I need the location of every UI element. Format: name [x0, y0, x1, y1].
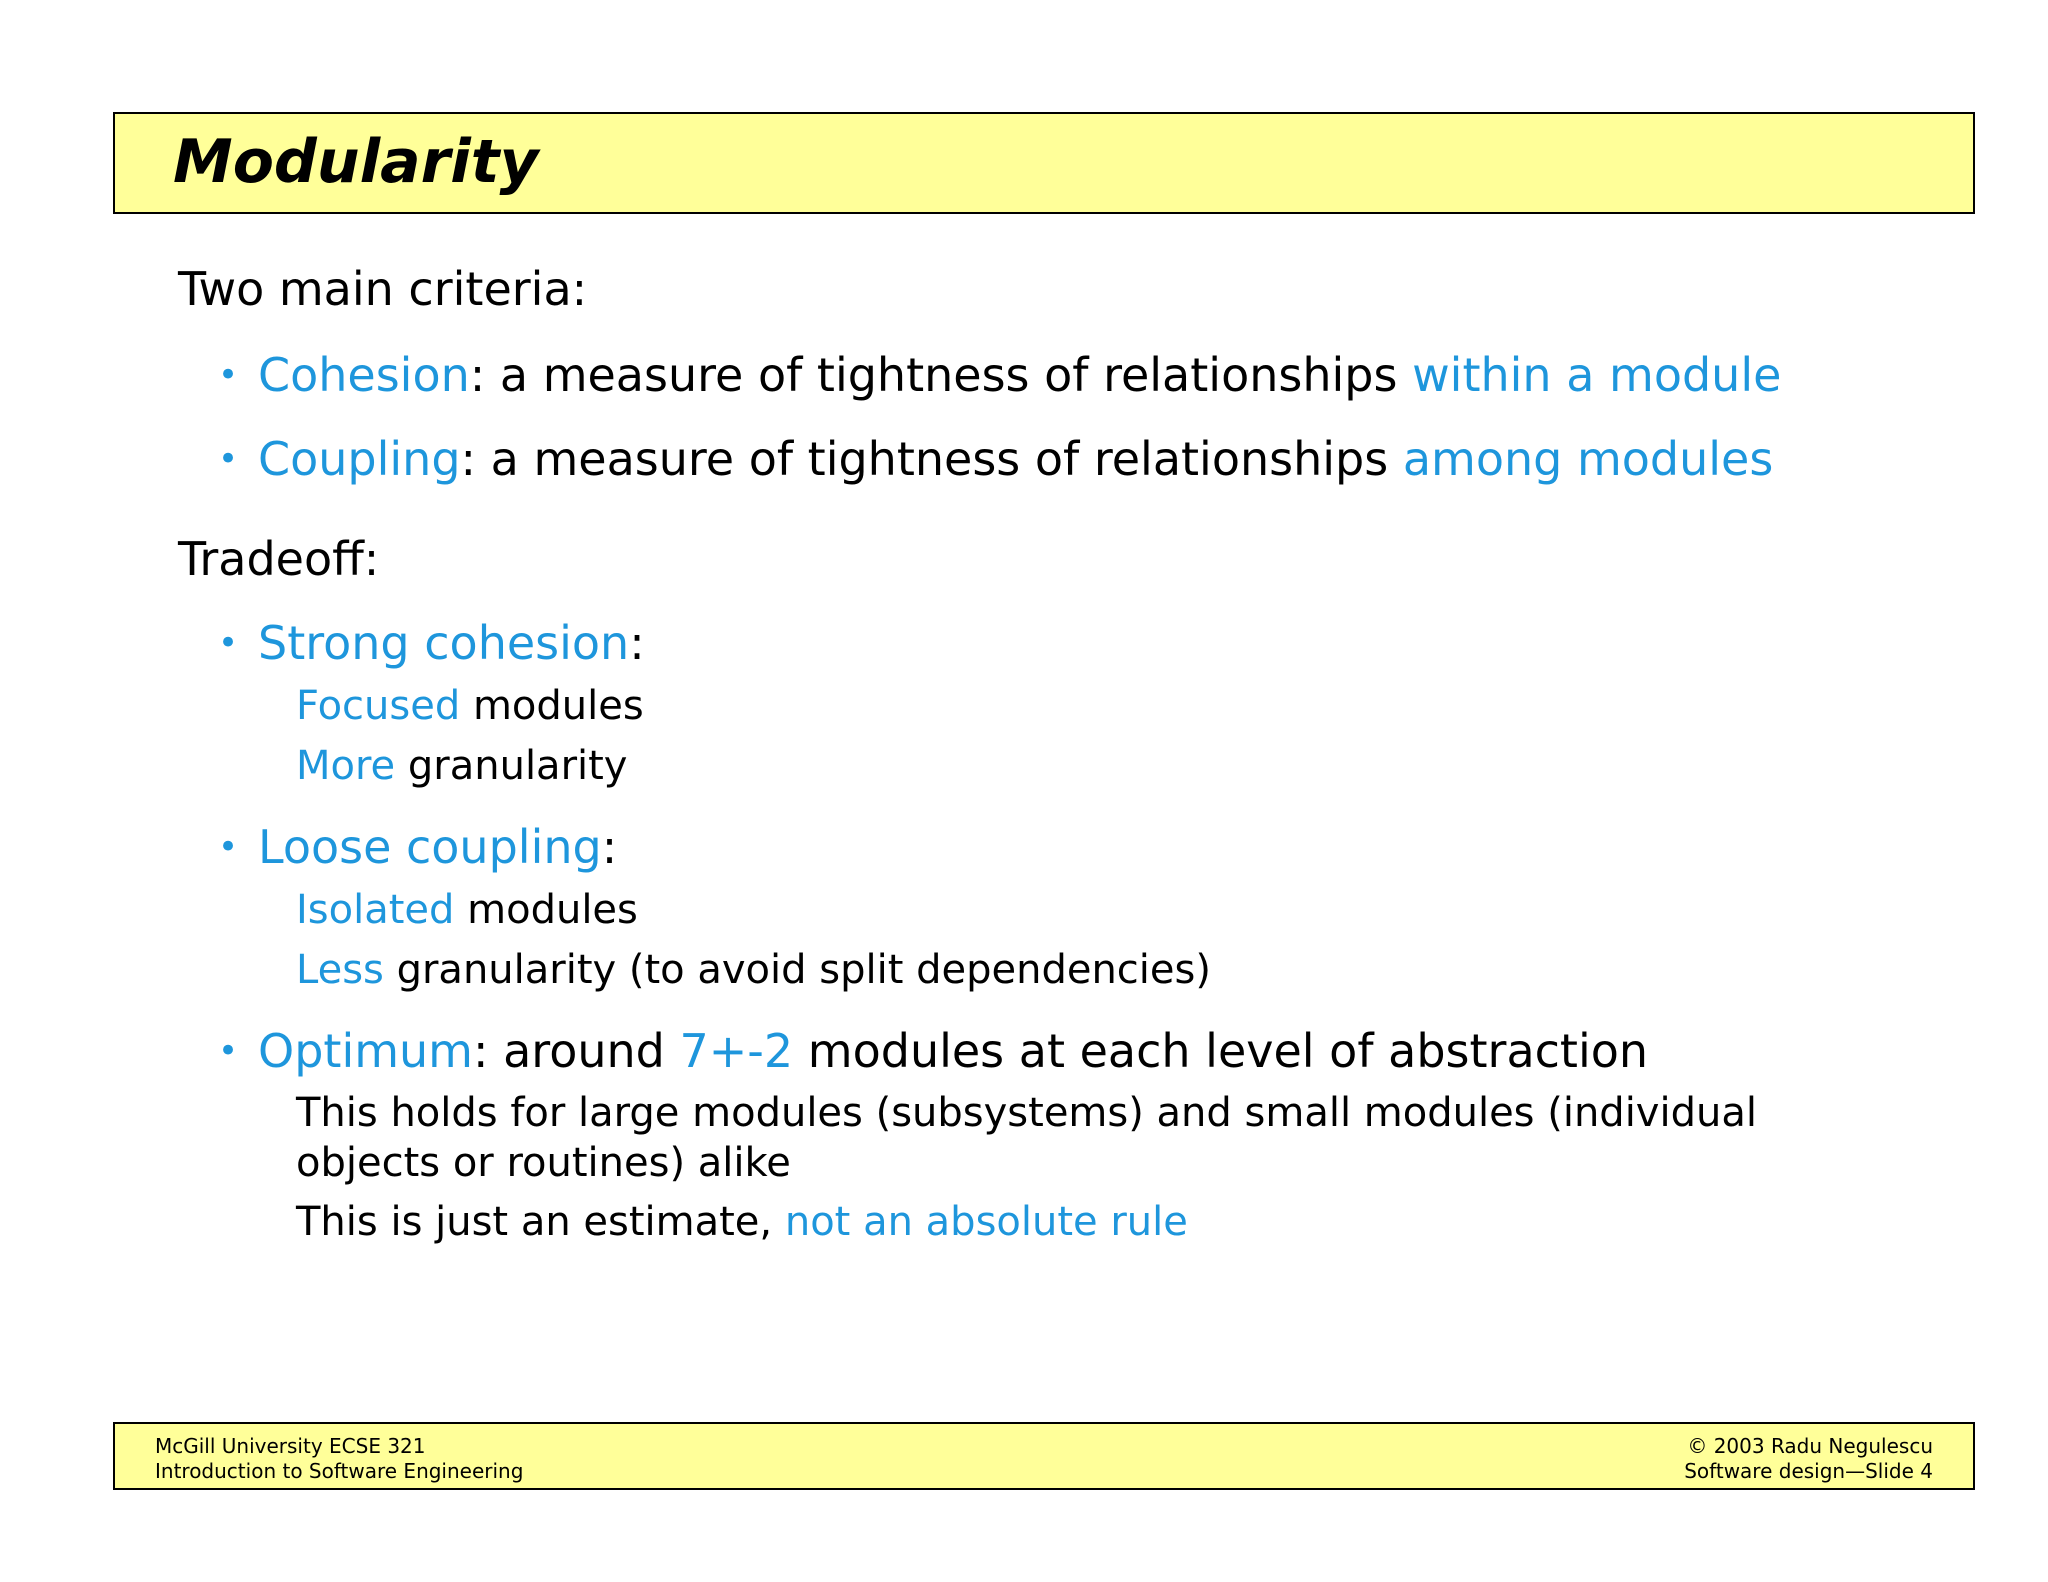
- bullet-dot-icon: •: [218, 827, 239, 867]
- bullet-cohesion: [218, 348, 1782, 402]
- sub-key: Focused: [296, 683, 461, 729]
- sub-focused-modules: [296, 683, 644, 729]
- term-strong-cohesion: Strong cohesion: [258, 616, 630, 670]
- separator: :: [629, 616, 645, 670]
- optimum-rest: modules at each level of abstraction: [793, 1024, 1649, 1078]
- footer-left: [155, 1434, 523, 1484]
- separator: :: [601, 820, 618, 874]
- sub-key: More: [296, 743, 396, 789]
- bullet-dot-icon: •: [218, 623, 239, 663]
- bullet-dot-icon: •: [218, 355, 239, 395]
- sub-emphasis: not an absolute rule: [784, 1199, 1188, 1245]
- coupling-definition: a measure of tightness of relationships: [490, 432, 1403, 486]
- sub-text: This is just an estimate,: [296, 1199, 785, 1245]
- sub-more-granularity: [296, 743, 628, 789]
- cohesion-definition: a measure of tightness of relationships: [499, 348, 1413, 402]
- bullet-coupling: [218, 432, 1774, 486]
- sub-key: Less: [296, 947, 384, 993]
- sub-rest: granularity (to avoid split dependencies): [383, 947, 1211, 993]
- footer-right: [1684, 1434, 1933, 1484]
- tradeoff-heading: Tradeoff:: [178, 532, 380, 586]
- sub-rest: modules: [454, 887, 638, 933]
- term-optimum: Optimum: [258, 1024, 473, 1078]
- sub-less-granularity: [296, 947, 1211, 993]
- separator: :: [460, 432, 491, 486]
- separator: : around: [473, 1024, 680, 1078]
- criteria-heading: Two main criteria:: [178, 262, 588, 316]
- term-cohesion: Cohesion: [258, 348, 470, 402]
- bullet-loose-coupling: [218, 820, 618, 874]
- optimum-number: 7+-2: [679, 1024, 794, 1078]
- bullet-optimum: [218, 1024, 1649, 1078]
- term-loose-coupling: Loose coupling: [258, 820, 602, 874]
- sub-holds-for-modules: This holds for large modules (subsystems) and small modules (individual objects or routines) alike: [296, 1090, 1757, 1186]
- bullet-strong-cohesion: [218, 616, 645, 670]
- footer-university: McGill University ECSE 321: [155, 1434, 426, 1458]
- footer-banner: [113, 1422, 1975, 1490]
- sub-rest: modules: [460, 683, 644, 729]
- footer-course: Introduction to Software Engineering: [155, 1459, 524, 1483]
- bullet-dot-icon: •: [218, 439, 239, 479]
- sub-isolated-modules: [296, 887, 638, 933]
- separator: :: [469, 348, 500, 402]
- term-coupling: Coupling: [258, 432, 461, 486]
- footer-copyright: © 2003 Radu Negulescu: [1687, 1434, 1933, 1458]
- footer-slide-number: Software design—Slide 4: [1684, 1459, 1933, 1483]
- coupling-emphasis: among modules: [1402, 432, 1774, 486]
- sub-rest: granularity: [395, 743, 628, 789]
- cohesion-emphasis: within a module: [1412, 348, 1782, 402]
- bullet-dot-icon: •: [218, 1031, 239, 1071]
- sub-just-estimate: [296, 1199, 1188, 1245]
- sub-key: Isolated: [296, 887, 455, 933]
- slide-title: Modularity: [173, 127, 539, 197]
